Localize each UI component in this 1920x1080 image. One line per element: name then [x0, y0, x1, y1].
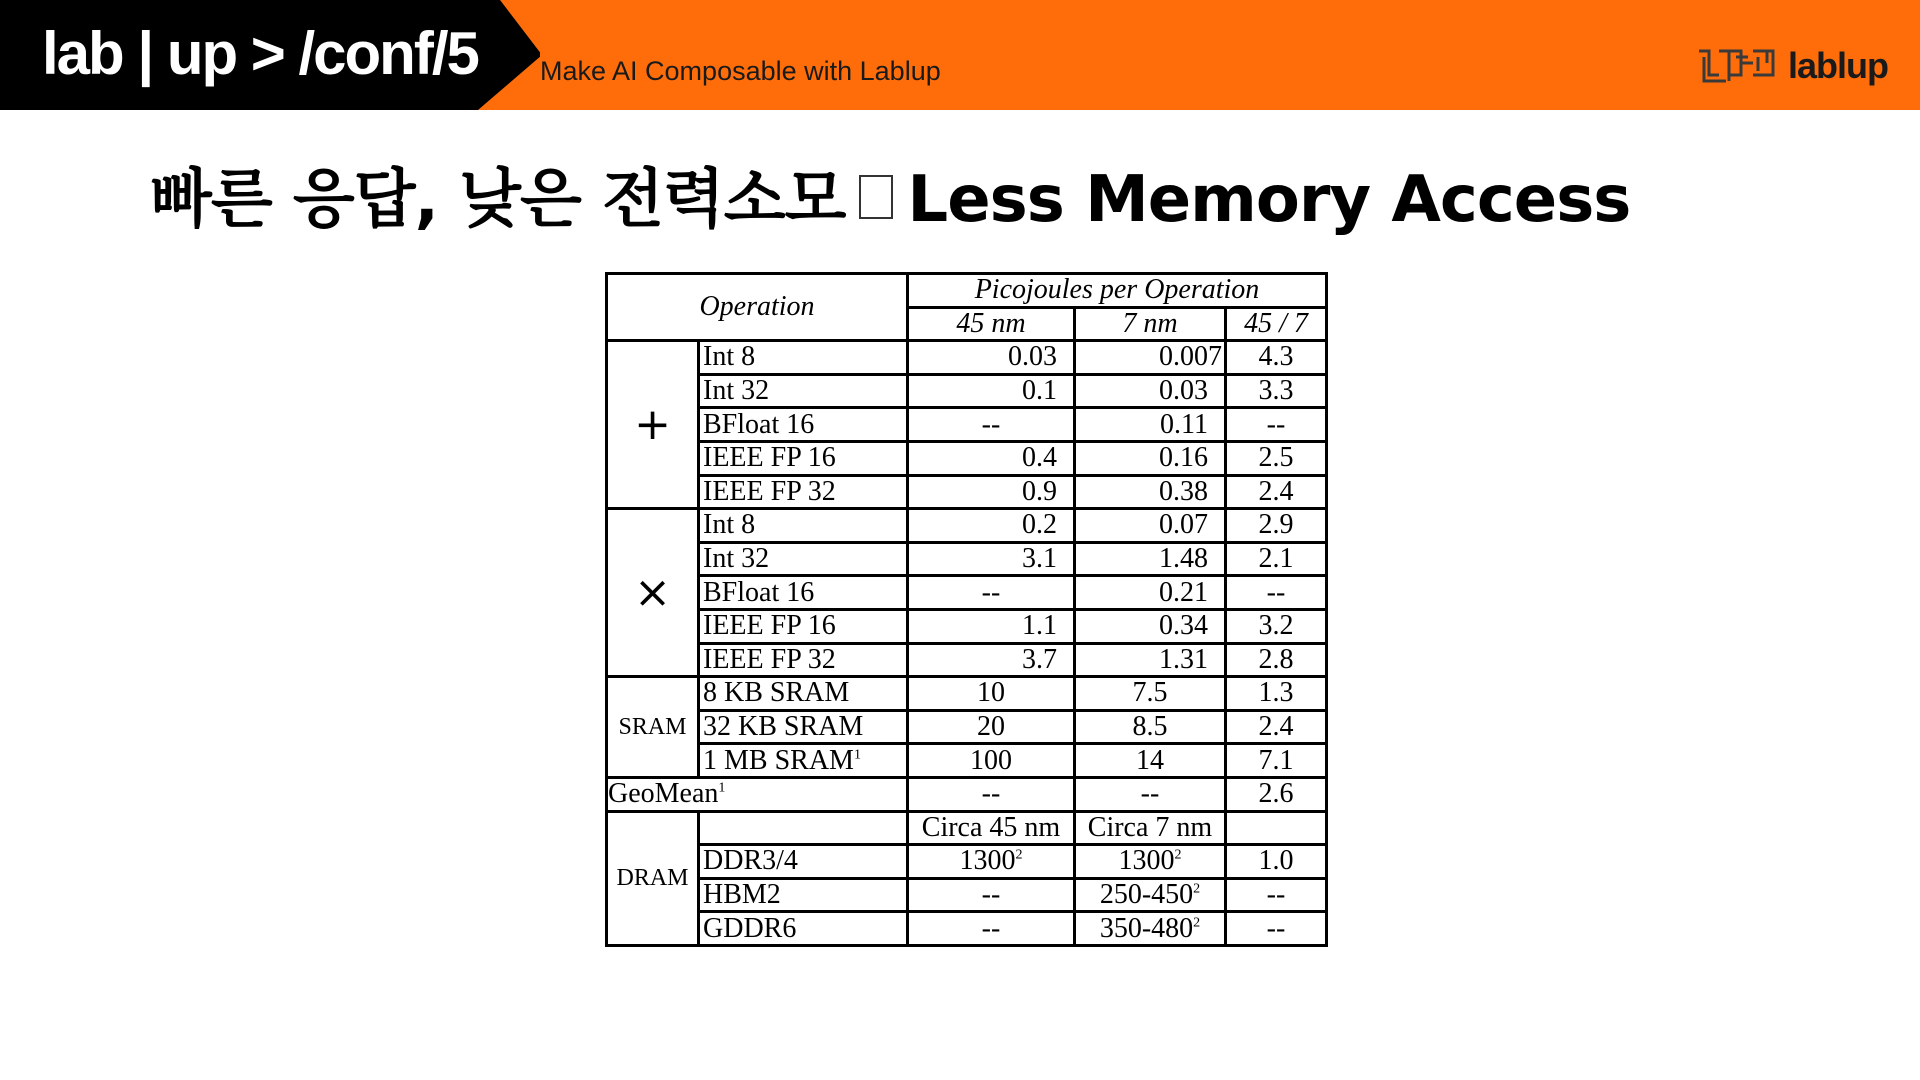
logo-text: lablup — [1788, 45, 1888, 86]
value-7: 1.48 — [1075, 542, 1226, 576]
footnote-mark: 2 — [1193, 881, 1201, 897]
value-ratio: -- — [1226, 576, 1327, 610]
table-header-row — [607, 274, 1327, 308]
value-ratio: 7.1 — [1226, 744, 1327, 778]
value-ratio: 3.3 — [1226, 374, 1327, 408]
value-45: 3.1 — [908, 542, 1075, 576]
value-text: 350-480 — [1099, 912, 1194, 944]
value-ratio: 4.3 — [1226, 341, 1327, 375]
group-sram: SRAM — [607, 677, 699, 778]
op-text: GeoMean — [608, 778, 719, 810]
value-45: -- — [908, 576, 1075, 610]
table-row — [607, 475, 1327, 509]
op-cell — [699, 811, 908, 845]
table-row — [607, 576, 1327, 610]
table-row — [607, 341, 1327, 375]
table-row — [607, 374, 1327, 408]
header-45nm: 45 nm — [908, 307, 1075, 341]
slide-title — [150, 148, 1630, 240]
value-45: 0.4 — [908, 441, 1075, 475]
table-row — [607, 845, 1327, 879]
op-cell: IEEE FP 32 — [699, 475, 908, 509]
value-45: 3.7 — [908, 643, 1075, 677]
tagline: Make AI Composable with Lablup — [540, 56, 941, 86]
conference-brand: lab | up > /conf/5 — [42, 20, 478, 87]
footnote-mark: 2 — [1015, 848, 1023, 864]
table-row — [607, 643, 1327, 677]
footnote-mark: 1 — [853, 747, 861, 763]
header-operation: Operation — [607, 274, 908, 341]
value-7: 0.16 — [1075, 441, 1226, 475]
value-7 — [1075, 845, 1226, 879]
op-cell: 32 KB SRAM — [699, 710, 908, 744]
value-ratio: 2.8 — [1226, 643, 1327, 677]
value-7: 0.38 — [1075, 475, 1226, 509]
header-ratio: 45 / 7 — [1226, 307, 1327, 341]
value-7: 0.007 — [1075, 341, 1226, 375]
footnote-mark: 1 — [718, 780, 726, 796]
value-ratio: 1.3 — [1226, 677, 1327, 711]
value-7 — [1075, 912, 1226, 946]
dram-header-7: Circa 7 nm — [1075, 811, 1226, 845]
value-7 — [1075, 878, 1226, 912]
value-45: 0.1 — [908, 374, 1075, 408]
op-cell: Int 8 — [699, 341, 908, 375]
value-7: -- — [1075, 777, 1226, 811]
value-7: 14 — [1075, 744, 1226, 778]
table-row — [607, 408, 1327, 442]
table-row — [607, 441, 1327, 475]
table-row — [607, 912, 1327, 946]
op-cell: Int 32 — [699, 374, 908, 408]
value-ratio — [1226, 811, 1327, 845]
op-cell: IEEE FP 16 — [699, 441, 908, 475]
value-45: 1.1 — [908, 609, 1075, 643]
value-ratio: 1.0 — [1226, 845, 1327, 879]
op-cell — [607, 777, 908, 811]
group-dram: DRAM — [607, 811, 699, 945]
value-7: 0.03 — [1075, 374, 1226, 408]
value-ratio: 2.9 — [1226, 509, 1327, 543]
value-ratio: -- — [1226, 408, 1327, 442]
value-45: 0.2 — [908, 509, 1075, 543]
group-mul: × — [607, 509, 699, 677]
title-english: Less Memory Access — [907, 163, 1631, 237]
value-ratio: 2.4 — [1226, 710, 1327, 744]
op-cell: IEEE FP 16 — [699, 609, 908, 643]
value-45: 100 — [908, 744, 1075, 778]
value-ratio: 2.4 — [1226, 475, 1327, 509]
op-cell: IEEE FP 32 — [699, 643, 908, 677]
op-cell: BFloat 16 — [699, 576, 908, 610]
op-cell: 8 KB SRAM — [699, 677, 908, 711]
dram-header-row — [607, 811, 1327, 845]
table-row — [607, 609, 1327, 643]
value-45: -- — [908, 878, 1075, 912]
op-cell: Int 32 — [699, 542, 908, 576]
table-row — [607, 542, 1327, 576]
table-row — [607, 677, 1327, 711]
op-cell: HBM2 — [699, 878, 908, 912]
value-text: 250-450 — [1099, 878, 1194, 910]
header-7nm: 7 nm — [1075, 307, 1226, 341]
dram-header-45: Circa 45 nm — [908, 811, 1075, 845]
value-45: -- — [908, 408, 1075, 442]
missing-glyph-box — [859, 175, 893, 219]
value-ratio: 2.1 — [1226, 542, 1327, 576]
value-45 — [908, 845, 1075, 879]
lablup-logo-icon — [1696, 45, 1778, 87]
value-7: 0.07 — [1075, 509, 1226, 543]
table-row — [607, 744, 1327, 778]
value-45: 0.03 — [908, 341, 1075, 375]
value-45: 0.9 — [908, 475, 1075, 509]
value-7: 0.21 — [1075, 576, 1226, 610]
table-row — [607, 878, 1327, 912]
title-korean: 빠른 응답, 낮은 전력소모 — [150, 163, 846, 237]
footnote-mark: 2 — [1193, 915, 1201, 931]
footnote-mark: 2 — [1174, 848, 1182, 864]
value-7: 8.5 — [1075, 710, 1226, 744]
value-ratio: 2.5 — [1226, 441, 1327, 475]
header-bar — [0, 0, 1920, 110]
lablup-logo — [1696, 40, 1888, 92]
value-ratio: -- — [1226, 912, 1327, 946]
value-45: 20 — [908, 710, 1075, 744]
table-row — [607, 710, 1327, 744]
value-45: -- — [908, 777, 1075, 811]
value-ratio: -- — [1226, 878, 1327, 912]
value-ratio: 3.2 — [1226, 609, 1327, 643]
value-text: 1300 — [1118, 845, 1175, 877]
value-ratio: 2.6 — [1226, 777, 1327, 811]
op-cell: BFloat 16 — [699, 408, 908, 442]
op-cell: DDR3/4 — [699, 845, 908, 879]
op-cell — [699, 744, 908, 778]
header-picojoules: Picojoules per Operation — [908, 274, 1327, 308]
value-45: 10 — [908, 677, 1075, 711]
value-7: 1.31 — [1075, 643, 1226, 677]
value-7: 0.34 — [1075, 609, 1226, 643]
value-7: 0.11 — [1075, 408, 1226, 442]
group-add: + — [607, 341, 699, 509]
op-cell: GDDR6 — [699, 912, 908, 946]
value-text: 1300 — [959, 845, 1016, 877]
op-cell: Int 8 — [699, 509, 908, 543]
value-45: -- — [908, 912, 1075, 946]
table-row — [607, 509, 1327, 543]
energy-table — [605, 272, 1328, 947]
op-text: 1 MB SRAM — [703, 744, 854, 776]
value-7: 7.5 — [1075, 677, 1226, 711]
geomean-row — [607, 777, 1327, 811]
